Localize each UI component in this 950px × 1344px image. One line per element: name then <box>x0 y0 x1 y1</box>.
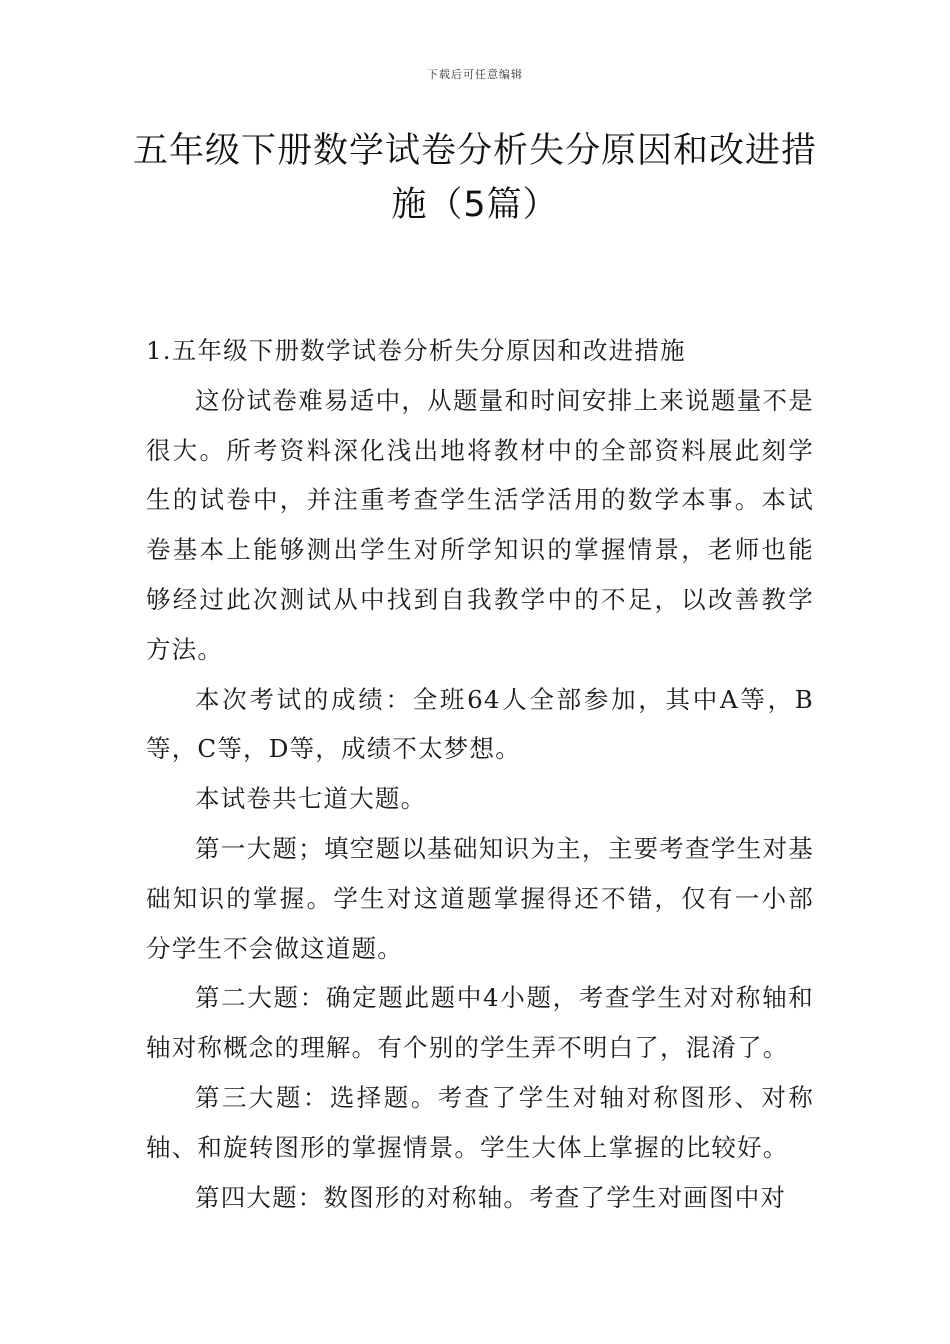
paragraph: 第三大题：选择题。考查了学生对轴对称图形、对称轴、和旋转图形的掌握情景。学生大体上掌握的比较好。 <box>146 1082 814 1162</box>
paragraph: 本试卷共七道大题。 <box>195 784 427 814</box>
paragraph: 第一大题；填空题以基础知识为主，主要考查学生对基础知识的掌握。学生对这道题掌握得还不错，仅有一小部分学生不会做这道题。 <box>146 833 814 963</box>
header-note: 下载后可任意编辑 <box>427 68 523 81</box>
paragraph: 本次考试的成绩：全班64人全部参加，其中A等，B等，C等，D等，成绩不太梦想。 <box>146 684 814 764</box>
document-body <box>146 326 814 1222</box>
paragraph: 第二大题：确定题此题中4小题，考查学生对对称轴和轴对称概念的理解。有个别的学生弄不明白了，混淆了。 <box>146 983 814 1063</box>
paragraph: 这份试卷难易适中，从题量和时间安排上来说题量不是很大。所考资料深化浅出地将教材中的全部资料展此刻学生的试卷中，并注重考查学生活学活用的数学本事。本试卷基本上能够测出学生对所学知识的掌握情景，老师也能够经过此次测试从中找到自我教学中的不足，以改善教学方法。 <box>146 385 814 664</box>
section-heading: 1.五年级下册数学试卷分析失分原因和改进措施 <box>146 336 686 365</box>
document-title: 五年级下册数学试卷分析失分原因和改进措施（5篇） <box>132 131 817 225</box>
paragraph: 第四大题：数图形的对称轴。考查了学生对画图中对 <box>195 1182 787 1212</box>
